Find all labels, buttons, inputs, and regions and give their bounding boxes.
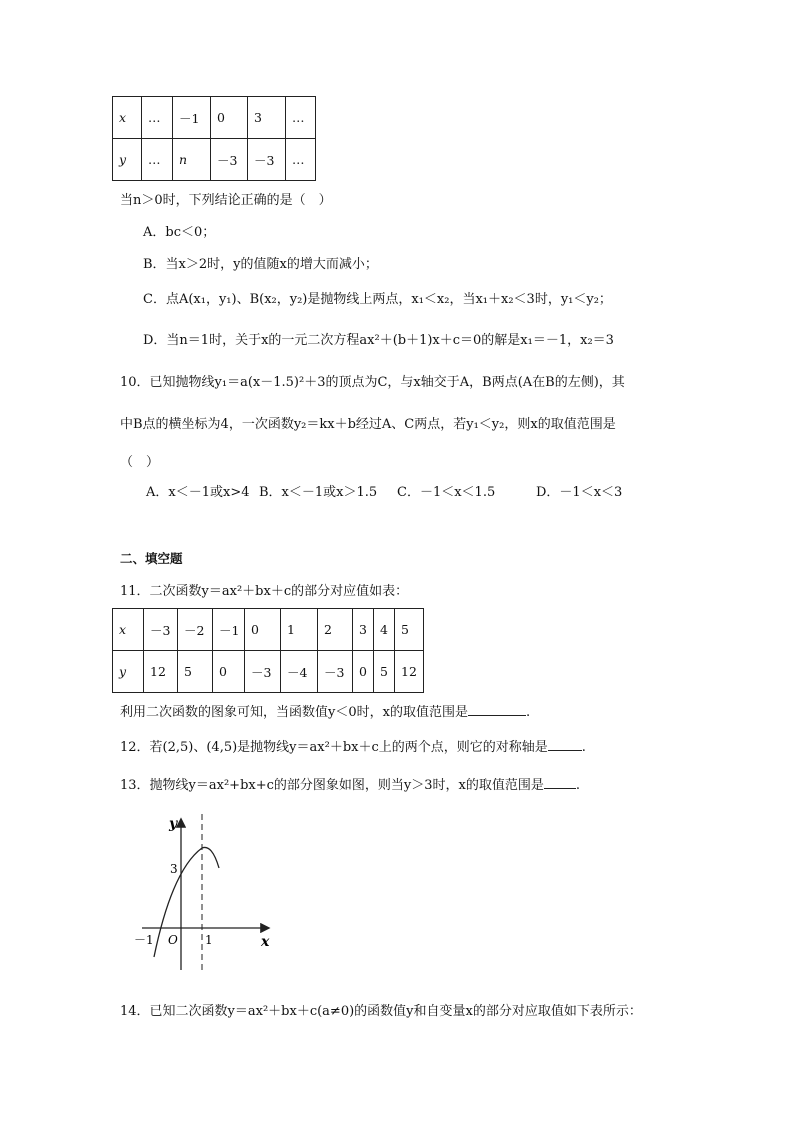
x-axis-label: x (261, 934, 270, 950)
answer-blank[interactable] (548, 738, 582, 751)
table-cell: y (113, 651, 144, 693)
tick-label-neg1: －1 (134, 933, 154, 947)
q10-line-1: 10．已知抛物线y₁＝a(x－1.5)²＋3的顶点为C，与x轴交于A，B两点(A在B的左侧)，其 (120, 375, 625, 390)
table-cell: 1 (281, 609, 318, 651)
q9-option-c: C．点A(x₁，y₁)、B(x₂，y₂)是抛物线上两点，x₁＜x₂，当x₁＋x₂＜3时，y₁＜y₂； (143, 292, 612, 307)
value-table-11 (112, 608, 424, 693)
table-cell: 3 (248, 97, 286, 139)
table-cell: 5 (395, 609, 424, 651)
table-cell: －2 (178, 609, 213, 651)
table-cell: －4 (281, 651, 318, 693)
table-cell: x (113, 97, 142, 139)
table-cell: 5 (178, 651, 213, 693)
table-cell: 2 (318, 609, 353, 651)
table-cell: 0 (211, 97, 248, 139)
table-cell: n (173, 139, 211, 181)
table-cell: … (286, 97, 316, 139)
answer-blank[interactable] (468, 703, 526, 716)
tick-label-1: 1 (205, 933, 213, 947)
parabola-figure (130, 810, 290, 980)
q11-answer-line (120, 701, 530, 720)
table-cell: … (142, 97, 173, 139)
table-cell: y (113, 139, 142, 181)
q9-stem: 当n＞0时，下列结论正确的是（ ） (120, 193, 332, 208)
q12-end: . (581, 740, 586, 755)
q9-option-d: D．当n＝1时，关于x的一元二次方程ax²＋(b＋1)x＋c＝0的解是x₁＝－1，x₂＝3 (143, 333, 614, 348)
y-axis-label: y (169, 816, 178, 832)
value-table-1 (112, 96, 316, 181)
q10-option-d: D．－1＜x＜3 (536, 485, 623, 500)
table-cell: －3 (144, 609, 178, 651)
table-cell: 12 (395, 651, 424, 693)
table-cell: 4 (374, 609, 395, 651)
table-cell: 0 (245, 609, 281, 651)
q13-text: 13．抛物线y＝ax²+bx+c的部分图象如图，则当y＞3时，x的取值范围是 (120, 778, 544, 793)
q13-end: . (575, 778, 580, 793)
q10-option-a: A．x＜－1或x>4 (146, 485, 250, 500)
q9-option-a: A．bc＜0； (143, 225, 216, 240)
q10-line-3: （ ） (120, 455, 160, 470)
table-cell: －1 (173, 97, 211, 139)
table-cell: －3 (245, 651, 281, 693)
table-cell: … (286, 139, 316, 181)
table-cell: 3 (353, 609, 374, 651)
origin-label: O (168, 933, 178, 947)
table-cell: … (142, 139, 173, 181)
table-cell: －3 (211, 139, 248, 181)
q13-line (120, 774, 580, 793)
table-cell: －3 (318, 651, 353, 693)
table-cell: 0 (353, 651, 374, 693)
table-cell: x (113, 609, 144, 651)
table-cell: 5 (374, 651, 395, 693)
q11-answer-text: 利用二次函数的图象可知，当函数值y＜0时，x的取值范围是 (120, 705, 468, 720)
q9-option-b: B．当x＞2时，y的值随x的增大而减小； (143, 257, 378, 272)
q14-line: 14．已知二次函数y＝ax²＋bx＋c(a≠0)的函数值y和自变量x的部分对应取值如下表所示： (120, 1004, 642, 1019)
q11-answer-end: . (525, 705, 531, 720)
table-cell: 0 (213, 651, 245, 693)
q10-option-b: B．x＜－1或x＞1.5 (259, 485, 378, 500)
table-cell: 12 (144, 651, 178, 693)
table-cell: －3 (248, 139, 286, 181)
q10-line-2: 中B点的横坐标为4，一次函数y₂＝kx＋b经过A、C两点，若y₁＜y₂，则x的取值范围是 (120, 417, 616, 432)
q11-stem: 11．二次函数y＝ax²＋bx＋c的部分对应值如表： (120, 584, 409, 599)
q12-line (120, 736, 586, 755)
answer-blank[interactable] (544, 776, 576, 789)
q12-text: 12．若(2,5)、(4,5)是抛物线y＝ax²＋bx＋c上的两个点，则它的对称轴是 (120, 740, 548, 755)
q10-option-c: C．－1＜x＜1.5 (397, 485, 496, 500)
section-title: 二、填空题 (120, 551, 183, 566)
tick-label-3: 3 (170, 862, 178, 876)
table-cell: －1 (213, 609, 245, 651)
